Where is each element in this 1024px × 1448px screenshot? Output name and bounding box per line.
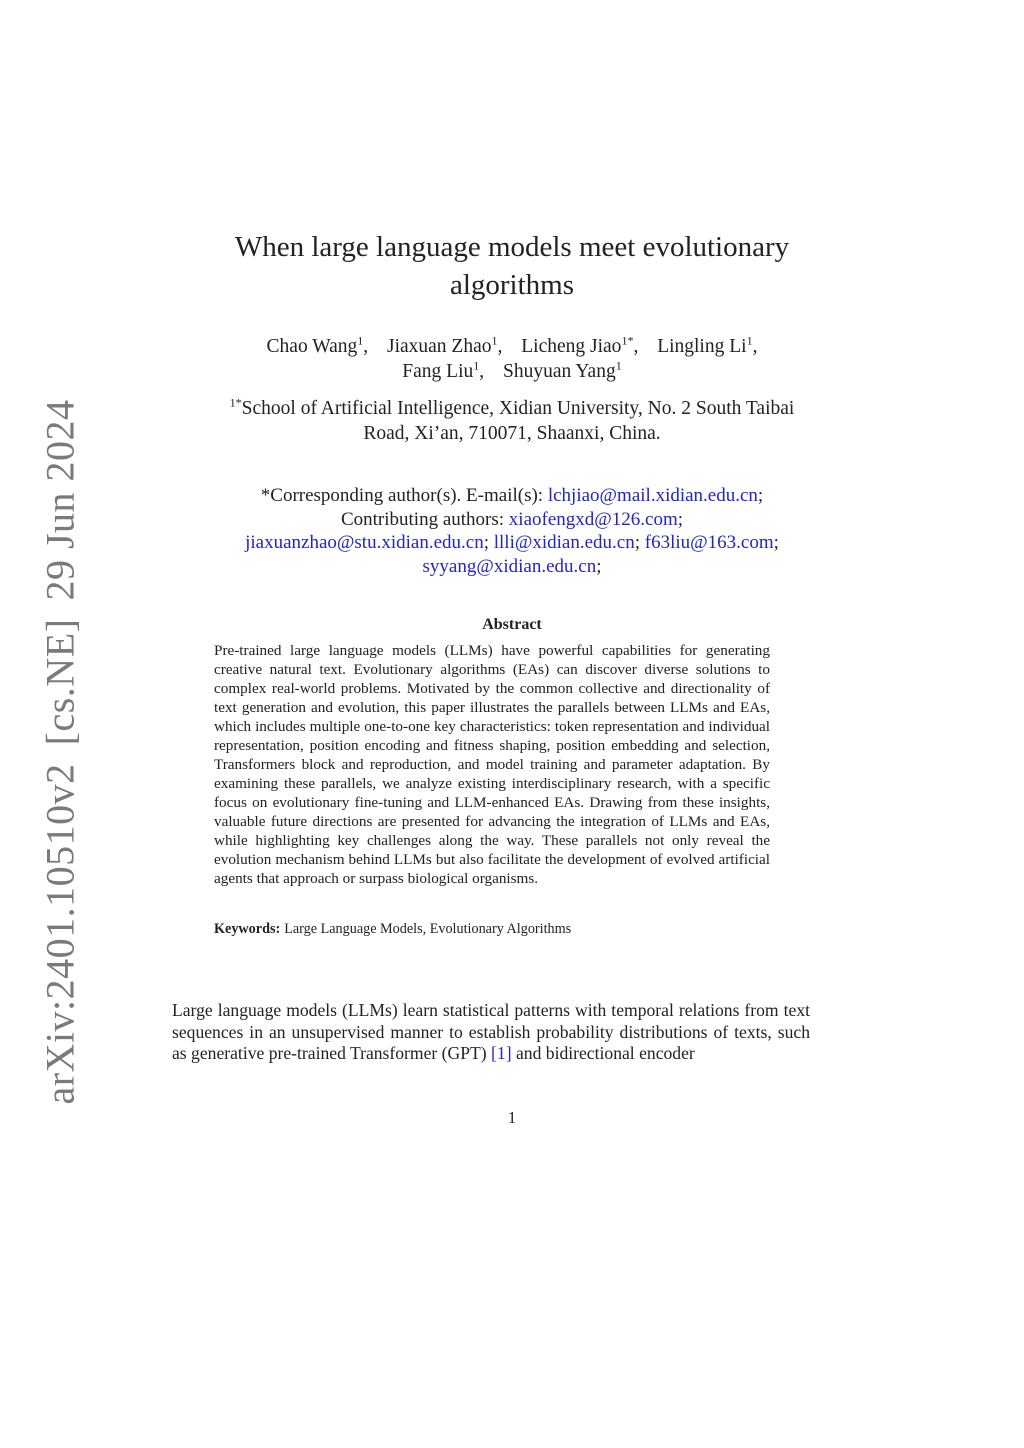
arxiv-category: [cs.NE] [37,618,83,746]
affiliation-line-2: Road, Xi’an, 710071, Shaanxi, China. [363,423,661,444]
contributing-label: Contributing authors: [340,508,505,530]
corresponding-label: *Corresponding author(s). E-mail(s): [260,485,544,506]
author-list [0,334,1024,384]
email-link[interactable]: jiaxuanzhao@stu.xidian.edu.cn [245,532,484,553]
keywords-label: Keywords: [214,921,281,937]
author: Chao Wang$^1$, [266,333,369,357]
email-line: jiaxuanzhao@stu.xidian.edu.cn; llli@xidian.edu.cn; f63liu@163.com; [245,532,779,553]
affiliation [0,396,1024,446]
email-link[interactable]: xiaofengxd@126.com [508,508,678,530]
author: Shuyuan Yang$^1$ [503,358,622,382]
title-line-2: algorithms [449,269,575,301]
email-link[interactable]: f63liu@163.com [644,532,774,553]
email-link[interactable]: syyang@xidian.edu.cn [422,555,597,577]
keywords-text: Large Language Models, Evolutionary Algorithms [284,921,572,937]
abstract-text: Pre-trained large language models (LLMs) have powerful capabilities for generating creative natural text. Evolutionary algorithms (EAs) can discover diverse solutions to complex real-world problems. Motivated by the common collective and directionality of text generation and evolution, this paper illustrates the parallels between LLMs and EAs, which includes multiple one-to-one key characteristics: token representation and individual representation, position encoding and fitness shaping, position embedding and selection, Transformers block and reproduction, and model training and parameter adaptation. By examining these parallels, we analyze existing interdisciplinary research, with a specific focus on evolutionary fine-tuning and LLM-enhanced EAs. Drawing from these insights, valuable future directions are presented for advancing the integration of LLMs and EAs, while highlighting key challenges along the way. These parallels not only reveal the evolution mechanism behind LLMs but also facilitate the development of evolved artificial agents that approach or surpass biological organisms. [214,642,770,887]
contact-block [0,484,1024,578]
corresponding-email-link[interactable]: lchjiao@mail.xidian.edu.cn [547,485,758,506]
author: Lingling Li$^1$, [657,333,758,357]
affiliation-line-1: $^{1*}$School of Artificial Intelligence, Xidian University, No. 2 South Taibai [229,395,795,419]
corresponding-line: *Corresponding author(s). E-mail(s): lchjiao@mail.xidian.edu.cn; [260,485,764,506]
intro-text: Large language models (LLMs) learn statistical patterns with temporal relations from text sequences in an unsupervised manner to establish probability distributions of texts, such as generative pre-trained Transformer (GPT) [172,1000,810,1063]
intro-text-continued: and bidirectional encoder [515,1043,695,1063]
contributing-line: Contributing authors: xiaofengxd@126.com; [340,508,684,530]
page-number: 1 [507,1108,517,1127]
author: Jiaxuan Zhao$^1$, [386,333,503,357]
title-line-1: When large language models meet evolutionary [234,231,790,263]
author-line-2 [0,359,1024,384]
paper-title [0,228,1024,304]
citation-link[interactable]: [1] [491,1043,512,1063]
arxiv-id: arXiv:2401.10510v2 [37,763,83,1105]
intro-paragraph [172,1000,810,1065]
author: Fang Liu$^1$, [402,358,485,382]
author: Licheng Jiao$^{1*}$, [521,333,639,357]
arxiv-date: 29 Jun 2024 [37,399,83,601]
abstract-heading: Abstract [482,616,542,633]
email-line: syyang@xidian.edu.cn; [422,555,602,577]
keywords [214,921,770,938]
author-line-1 [0,334,1024,359]
email-link[interactable]: llli@xidian.edu.cn [493,532,635,553]
